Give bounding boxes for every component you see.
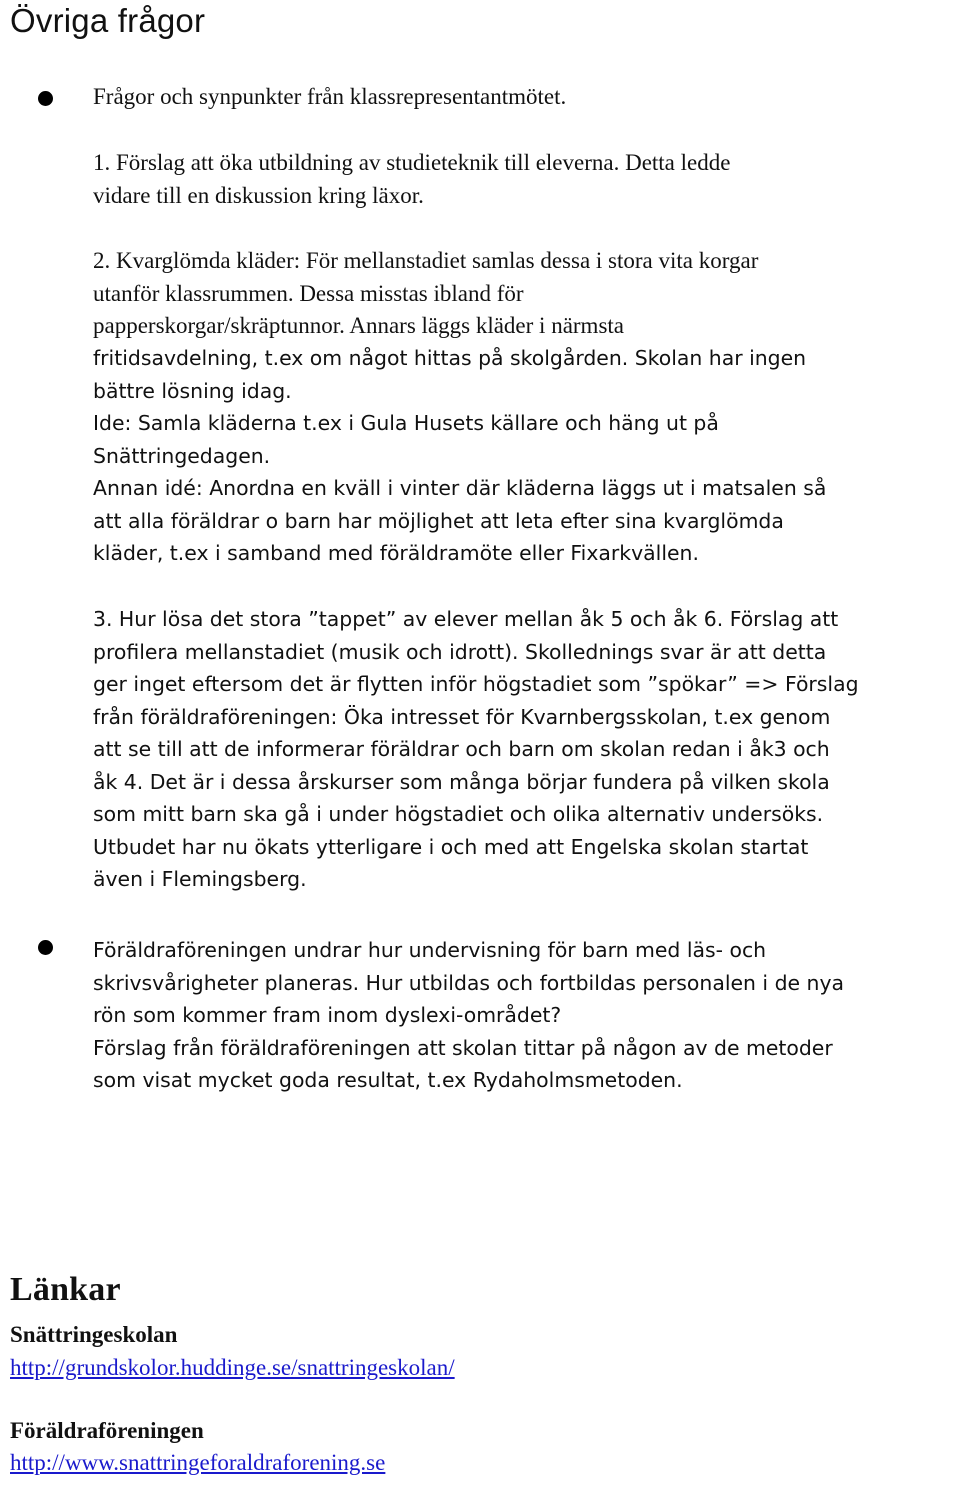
item3-text: 3. Hur lösa det stora ”tappet” av elever mellan åk 5 och åk 6. Förslag att profilera mellanstadiet (musik och idrott). Skollednings svar är att detta ger inget eftersom det är flytten inför högstadiet som ”spökar” => Förslag från föräldraföreningen: Öka intresset för Kvarnbergsskolan, t.ex genom att se till att de informerar föräldrar och barn om skolan redan i åk3 och åk 4. Det är i dessa årskurser som många börjar fundera på vilken skola som mitt barn ska gå i under högstadiet och olika alternativ undersöks. Utbudet har nu ökats ytterligare i och med att Engelska skolan startat även i Flemingsberg. <box>93 607 859 891</box>
section-title: Övriga frågor <box>10 2 206 39</box>
bullet1-intro: Frågor och synpunkter från klassrepresentantmötet. <box>93 84 567 109</box>
item2-text-part2: fritidsavdelning, t.ex om något hittas på skolgården. Skolan har ingen bättre lösning idag. Ide: Samla kläderna t.ex i Gula Husets källare och häng ut på Snättringedagen. Annan idé: Anordna en kväll i vinter där kläderna läggs ut i matsalen så att alla föräldrar o barn har möjlighet att leta efter sina kvarglömda kläder, t.ex i samband med föräldramöte eller Fixarkvällen. <box>93 346 827 565</box>
link-name-foraldraforeningen: Föräldraföreningen <box>10 1418 204 1443</box>
link-snattringeskolan[interactable]: http://grundskolor.huddinge.se/snattringeskolan/ <box>10 1355 455 1380</box>
bullet-dot-icon <box>38 91 53 106</box>
links-title: Länkar <box>10 1271 121 1308</box>
link-foraldraforeningen[interactable]: http://www.snattringeforaldraforening.se <box>10 1450 386 1475</box>
item1-text: 1. Förslag att öka utbildning av studieteknik till eleverna. Detta ledde vidare till en diskussion kring läxor. <box>93 150 731 208</box>
item2-text-part1: 2. Kvarglömda kläder: För mellanstadiet samlas dessa i stora vita korgar utanför klassrummen. Dessa misstas ibland för papperskorgar/skräptunnor. Annars läggs kläder i närmsta <box>93 248 759 338</box>
link-name-snattringeskolan: Snättringeskolan <box>10 1322 178 1347</box>
bullet-dot-icon <box>38 940 53 955</box>
bullet2-text: Föräldraföreningen undrar hur undervisning för barn med läs- och skrivsvårigheter planeras. Hur utbildas och fortbildas personalen i de nya rön som kommer fram inom dyslexi-området? Förslag från föräldraföreningen att skolan tittar på någon av de metoder som visat mycket goda resultat, t.ex Rydaholmsmetoden. <box>93 938 845 1092</box>
